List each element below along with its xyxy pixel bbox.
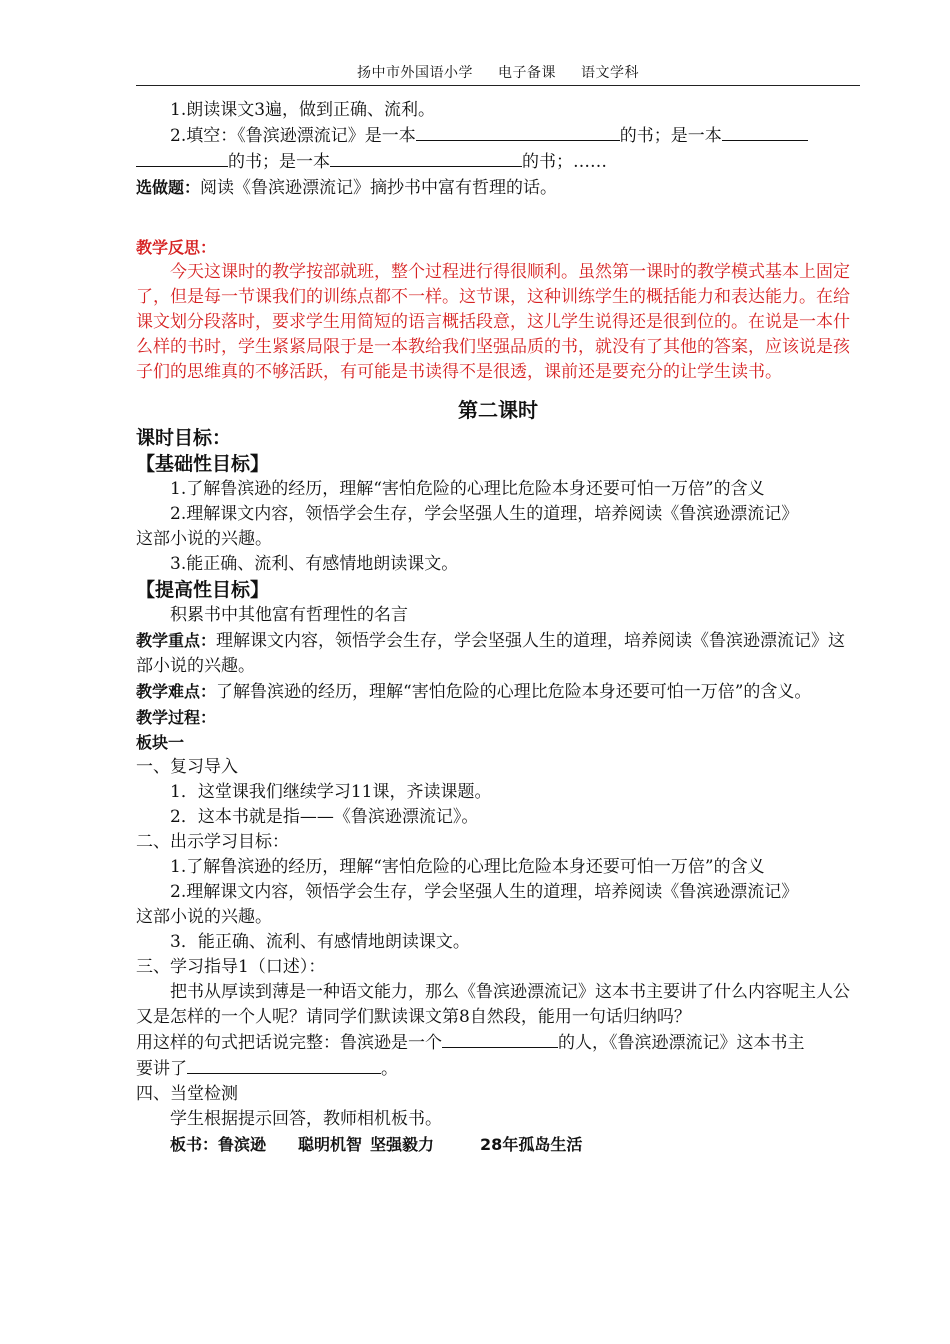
board-writing — [136, 1132, 860, 1158]
step-2-heading: 二、出示学习目标： — [136, 832, 289, 852]
homework-item-2: 2.填空：《鲁滨逊漂流记》是一本 的书；是一本 — [136, 123, 860, 149]
step-1-heading: 一、复习导入 — [136, 757, 238, 777]
step-3-heading: 三、学习指导1（口述）： — [136, 957, 326, 977]
lesson-title: 第二课时 — [458, 398, 538, 422]
step-4-text: 学生根据提示回答，教师相机板书。 — [170, 1109, 442, 1129]
header-type: 电子备课 — [498, 65, 556, 81]
fill-blank — [722, 123, 808, 141]
page-header — [136, 62, 860, 86]
fill-blank — [187, 1056, 381, 1074]
goals-title: 课时目标： — [136, 427, 232, 449]
board-item: 聪明机智 — [298, 1135, 363, 1154]
step-2-item-2: 2.理解课文内容，领悟学会生存，学会坚强人生的道理，培养阅读《鲁滨逊漂流记》 — [170, 882, 799, 902]
basic-goal-3: 3.能正确、流利、有感情地朗读课文。 — [170, 554, 459, 574]
basic-goal-2: 2.理解课文内容，领悟学会生存，学会坚强人生的道理，培养阅读《鲁滨逊漂流记》 — [170, 504, 799, 524]
homework-item-2-cont: 的书；是一本 的书；…… — [136, 149, 860, 175]
fill-blank — [416, 123, 620, 141]
fill-blank — [442, 1030, 558, 1048]
optional-task: 选做题：阅读《鲁滨逊漂流记》摘抄书中富有哲理的话。 — [136, 178, 558, 198]
board-item: 28年孤岛生活 — [480, 1135, 583, 1154]
header-subject: 语文学科 — [580, 65, 639, 81]
advanced-goals-title: 【提高性目标】 — [136, 579, 270, 601]
advanced-goal: 积累书中其他富有哲理性的名言 — [170, 605, 408, 625]
basic-goal-2-cont: 这部小说的兴趣。 — [136, 529, 272, 549]
document-body — [136, 98, 860, 1158]
reflection-body: 今天这课时的教学按部就班，整个过程进行得很顺利。虽然第一课时的教学模式基本上固定了，但是每一节课我们的训练点都不一样。这节课，这种训练学生的概括能力和表达能力。在给课文划分段落时，要求学生用简短的语言概括段意，这儿学生说得还是很到位的。在说是一本什么样的书时，学生紧紧局限于是一本教给我们坚强品质的书，就没有了其他的答案，应该说是孩子们的思维真的不够活跃，有可能是书读得不是很透，课前还是要充分的让学生读书。 — [136, 262, 850, 382]
step-2-item-2-cont: 这部小说的兴趣。 — [136, 907, 272, 927]
reflection-title: 教学反思： — [136, 238, 217, 257]
step-3-fill: 用这样的句式把话说完整：鲁滨逊是一个 的人，《鲁滨逊漂流记》这本书主 — [136, 1030, 860, 1056]
fill-blank — [136, 149, 228, 167]
board-item: 板书：鲁滨逊 — [170, 1135, 267, 1154]
homework-item-1: 1.朗读课文3遍，做到正确、流利。 — [170, 100, 436, 120]
step-2-item-3: 3．能正确、流利、有感情地朗读课文。 — [170, 932, 470, 952]
board-item: 坚强毅力 — [370, 1135, 435, 1154]
basic-goals-title: 【基础性目标】 — [136, 453, 270, 475]
step-4-heading: 四、当堂检测 — [136, 1084, 238, 1104]
basic-goal-1: 1.了解鲁滨逊的经历，理解“害怕危险的心理比危险本身还要可怕一万倍”的含义 — [170, 479, 765, 499]
step-1-item-2: 2．这本书就是指——《鲁滨逊漂流记》。 — [170, 807, 479, 827]
process-label: 教学过程： — [136, 708, 217, 727]
step-2-item-1: 1.了解鲁滨逊的经历，理解“害怕危险的心理比危险本身还要可怕一万倍”的含义 — [170, 857, 765, 877]
key-point: 教学重点：理解课文内容，领悟学会生存，学会坚强人生的道理，培养阅读《鲁滨逊漂流记》这部小说的兴趣。 — [136, 631, 846, 676]
block-label: 板块一 — [136, 733, 185, 752]
step-3-text: 把书从厚读到薄是一种语文能力，那么《鲁滨逊漂流记》这本书主要讲了什么内容呢主人公又是怎样的一个人呢？请同学们默读课文第8自然段，能用一句话归纳吗？ — [136, 982, 850, 1027]
header-school: 扬中市外国语小学 — [357, 65, 474, 81]
difficulty-point: 教学难点：了解鲁滨逊的经历，理解“害怕危险的心理比危险本身还要可怕一万倍”的含义。 — [136, 682, 812, 702]
step-3-fill-cont: 要讲了 。 — [136, 1056, 860, 1082]
step-1-item-1: 1．这堂课我们继续学习11课，齐读课题。 — [170, 782, 492, 802]
fill-blank — [330, 149, 522, 167]
